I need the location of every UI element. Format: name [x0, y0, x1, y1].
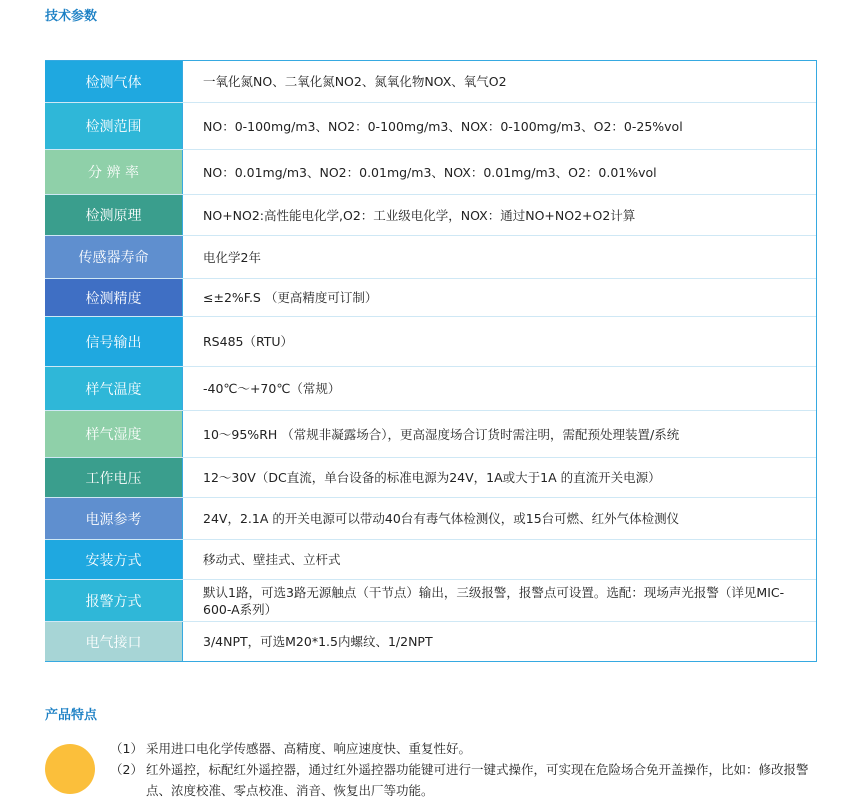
spec-row-range [45, 103, 816, 150]
spec-label: 安装方式 [45, 540, 183, 579]
spec-label: 报警方式 [45, 580, 183, 621]
spec-value: 一氧化氮NO、二氧化氮NO2、氮氧化物NOX、氧气O2 [203, 74, 507, 89]
spec-value: -40℃～+70℃（常规） [203, 381, 341, 396]
spec-value: 电化学2年 [203, 249, 261, 265]
spec-value: RS485（RTU） [203, 334, 294, 349]
spec-label: 样气湿度 [45, 411, 183, 457]
spec-value: NO+NO2:高性能电化学,O2：工业级电化学，NOX：通过NO+NO2+O2计算 [203, 207, 636, 223]
specs-title: 技术参数 [45, 9, 98, 24]
spec-label: 检测原理 [45, 195, 183, 235]
spec-label: 分 辨 率 [45, 150, 183, 194]
spec-row-temperature [45, 367, 816, 411]
spec-label: 样气温度 [45, 367, 183, 410]
spec-value: ≤±2%F.S （更高精度可订制） [203, 290, 378, 305]
spec-row-principle [45, 195, 816, 236]
specs-table [45, 60, 817, 662]
features-title: 产品特点 [45, 708, 98, 723]
spec-value: 移动式、壁挂式、立杆式 [203, 552, 341, 567]
spec-row-power [45, 498, 816, 540]
spec-label: 传感器寿命 [45, 236, 183, 278]
feature-number: （2） [110, 762, 143, 777]
decorative-circle-icon [45, 744, 95, 794]
spec-value: 3/4NPT，可选M20*1.5内螺纹、1/2NPT [203, 634, 433, 649]
spec-label: 检测范围 [45, 103, 183, 149]
feature-item [110, 738, 820, 759]
spec-value: 24V，2.1A 的开关电源可以带动40台有毒气体检测仪，或15台可燃、红外气体检测仪 [203, 511, 680, 526]
spec-row-accuracy [45, 279, 816, 317]
spec-row-voltage [45, 458, 816, 498]
spec-value: 默认1路，可选3路无源触点（干节点）输出，三级报警，报警点可设置。选配：现场声光报警（详见MIC-600-A系列） [203, 584, 785, 617]
spec-row-humidity [45, 411, 816, 458]
spec-row-gas [45, 61, 816, 103]
spec-label: 电源参考 [45, 498, 183, 539]
features-list [110, 738, 820, 801]
spec-value: NO：0-100mg/m3、NO2：0-100mg/m3、NOX：0-100mg/m3、O2：0-25%vol [203, 118, 683, 134]
spec-row-output [45, 317, 816, 367]
spec-label: 检测精度 [45, 279, 183, 316]
feature-text: 红外遥控，标配红外遥控器，通过红外遥控器功能键可进行一键式操作，可实现在危险场合免开盖操作，比如：修改报警点、浓度校准、零点校准、消音、恢复出厂等功能。 [146, 762, 809, 798]
feature-number: （1） [110, 741, 143, 756]
spec-value: 12～30V（DC直流，单台设备的标准电源为24V，1A或大于1A 的直流开关电源） [203, 470, 661, 485]
feature-text: 采用进口电化学传感器、高精度、响应速度快、重复性好。 [146, 741, 472, 756]
spec-row-resolution [45, 150, 816, 195]
spec-value: 10～95%RH （常规非凝露场合），更高湿度场合订货时需注明，需配预处理装置/系统 [203, 426, 680, 442]
spec-label: 检测气体 [45, 61, 183, 102]
spec-label: 电气接口 [45, 622, 183, 661]
spec-row-installation [45, 540, 816, 580]
spec-label: 信号输出 [45, 317, 183, 366]
feature-item [110, 759, 820, 801]
spec-label: 工作电压 [45, 458, 183, 497]
spec-row-alarm [45, 580, 816, 622]
spec-value: NO：0.01mg/m3、NO2：0.01mg/m3、NOX：0.01mg/m3、O2：0.01%vol [203, 164, 657, 180]
spec-row-interface [45, 622, 816, 661]
spec-row-lifetime [45, 236, 816, 279]
